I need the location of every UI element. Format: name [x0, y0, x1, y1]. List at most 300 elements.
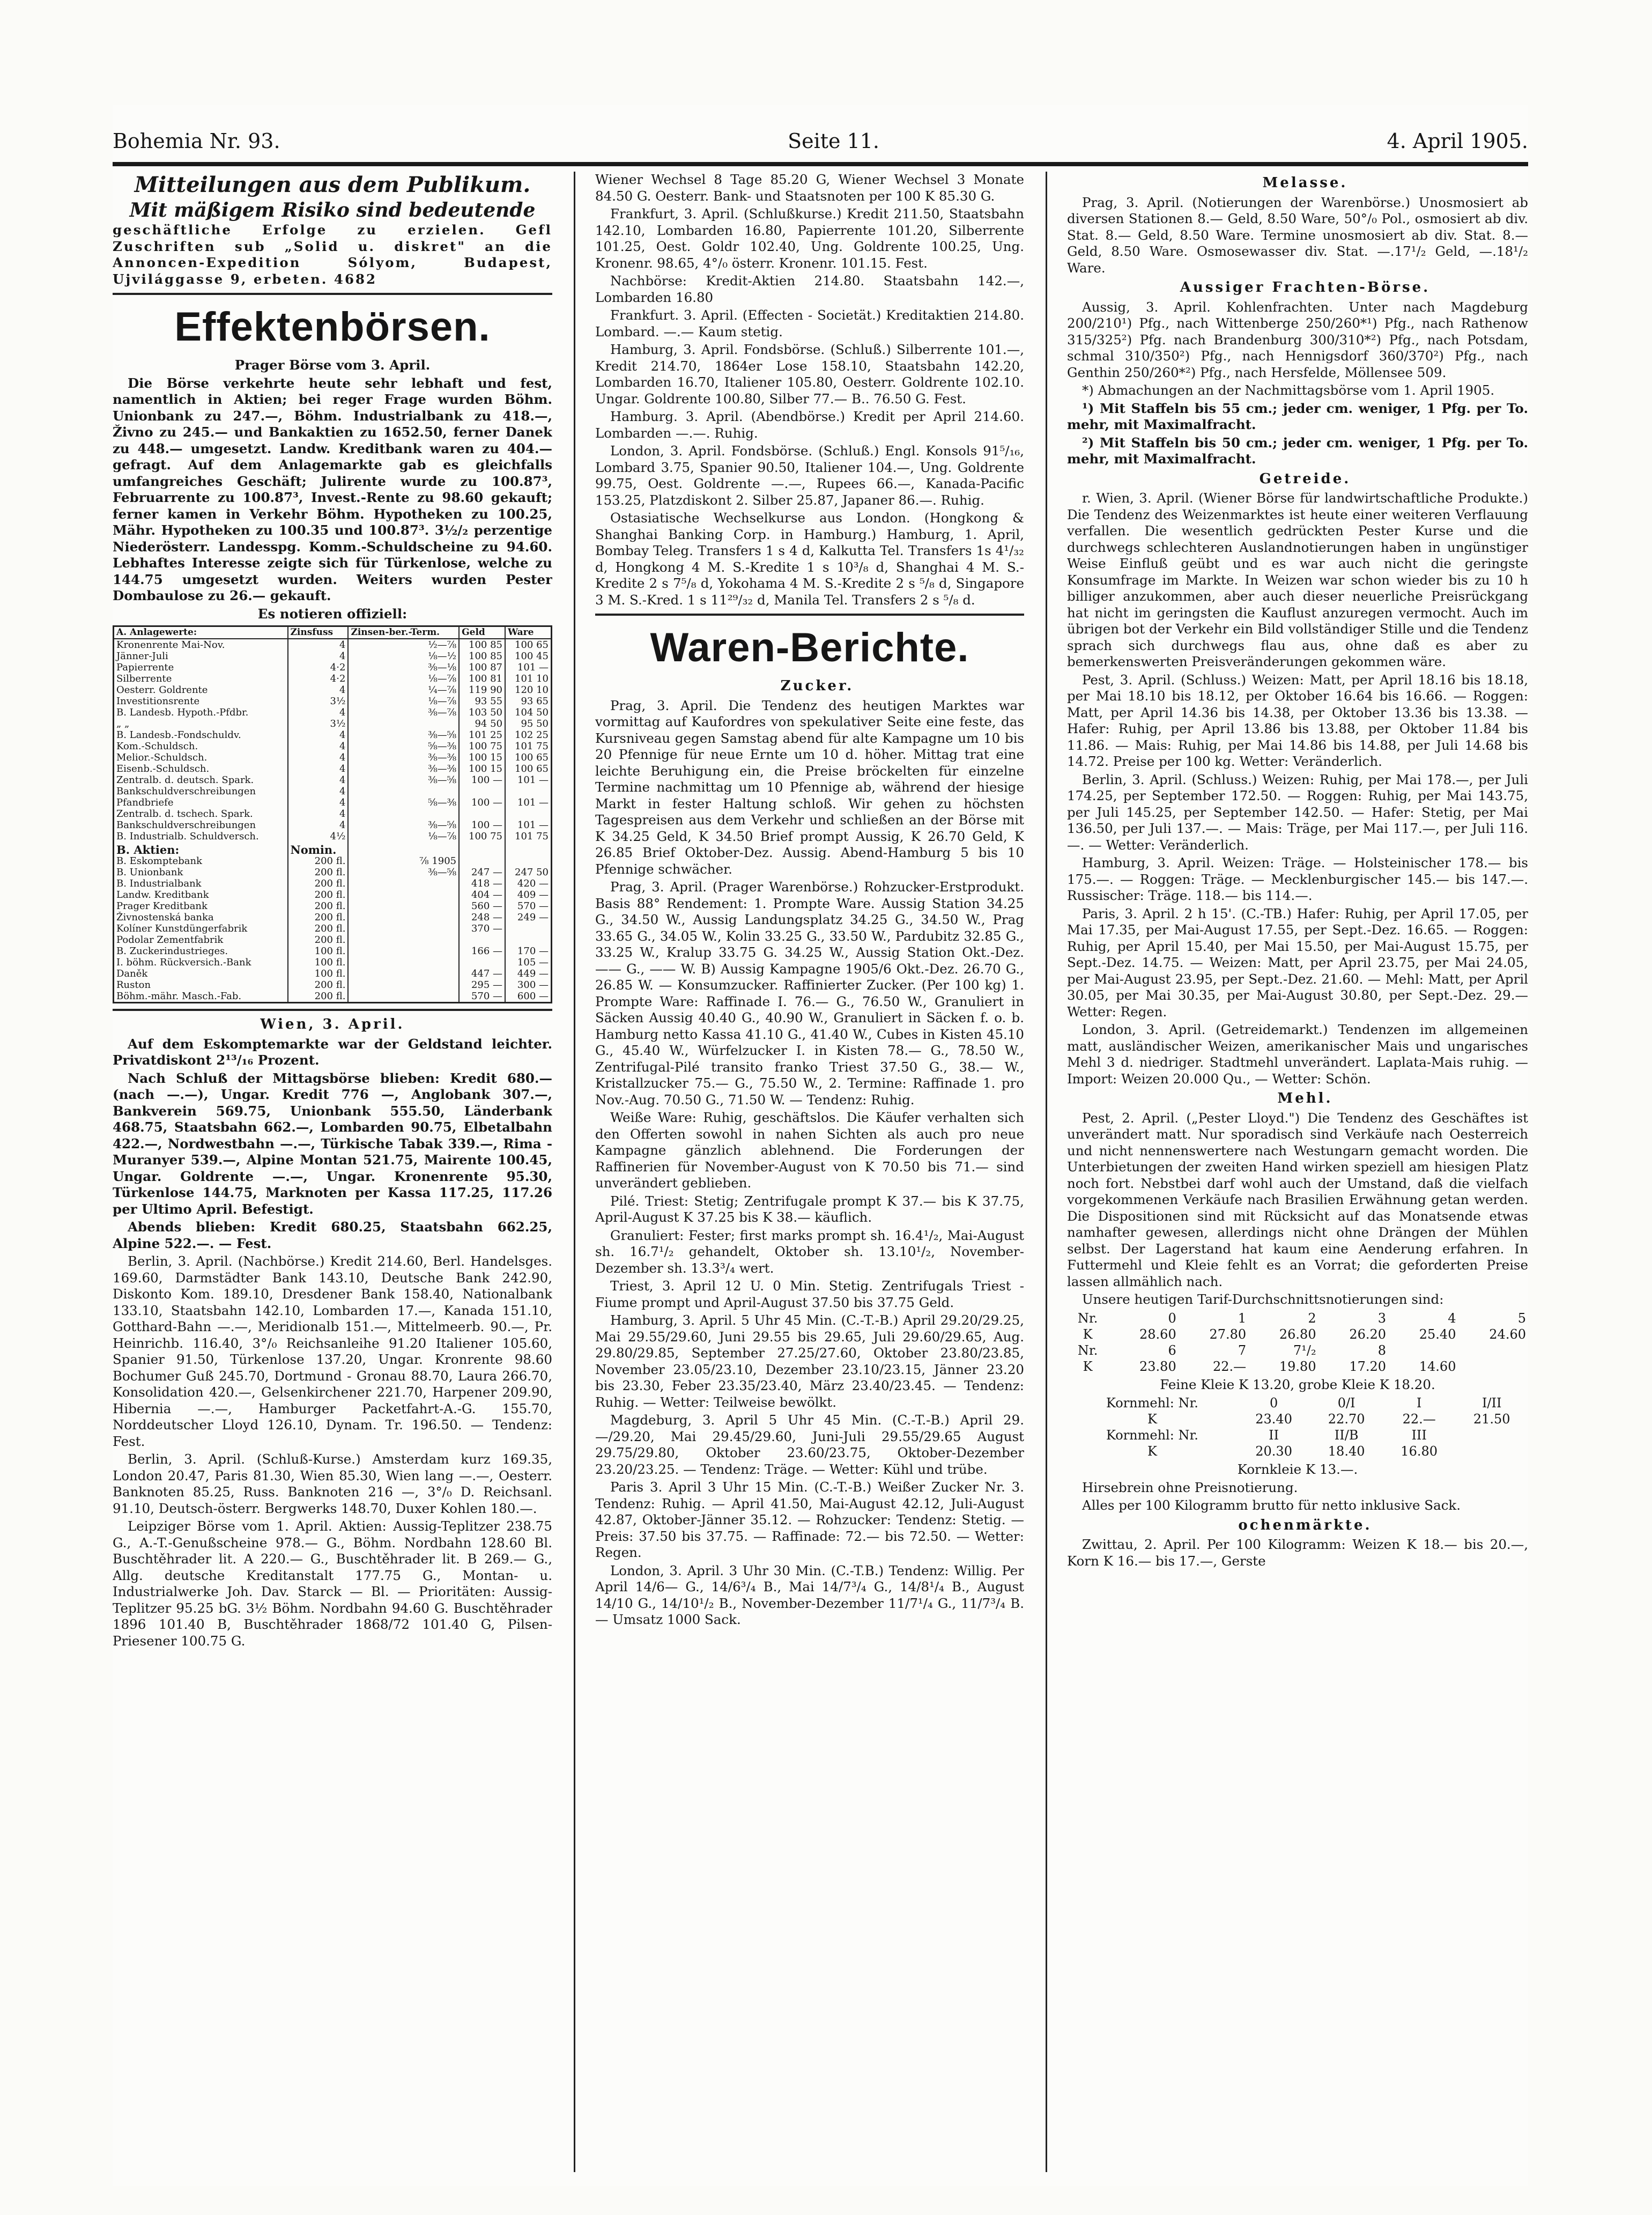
table-cell: 20.30 [1255, 1444, 1292, 1459]
table-cell: ⅞ 1905 [348, 855, 459, 867]
getreide-heading: Getreide. [1259, 470, 1351, 487]
melasse-heading: Melasse. [1262, 175, 1348, 191]
table-header: Zinsfuss [288, 626, 349, 639]
table-cell: ⅝—⅜ [348, 797, 459, 808]
zwittau-report: Zwittau, 2. April. Per 100 Kilogramm: Weizen K 18.— bis 20.—, Korn K 16.— bis 17.—, Gerste [1067, 1537, 1528, 1569]
table-cell: 409 — [505, 889, 551, 900]
table-cell: ½—⅞ [348, 639, 459, 651]
section-rule [595, 614, 1024, 616]
table-cell [348, 968, 459, 979]
table-cell [348, 979, 459, 991]
table-cell: 200 fl. [288, 912, 349, 923]
table-row [114, 729, 552, 741]
table-cell: 7 [1238, 1342, 1247, 1358]
table-cell: 560 — [459, 900, 505, 912]
table-row [114, 957, 552, 968]
table-cell: Nr. [1077, 1310, 1098, 1326]
table-row [114, 651, 552, 662]
frankfurt-report: Frankfurt, 3. April. (Schlußkurse.) Kredit 211.50, Staatsbahn 142.10, Lombarden 16.80, Papierrente 101.20, Silberrente 101.25, Oest. Goldr 102.40, Ung. Goldrente 100.25, Ung. Kronenr. 98.65, 4°/₀ österr. Kronenr. 101.15. Fest. [595, 206, 1024, 271]
table-row [1067, 1310, 1528, 1326]
table-row [114, 639, 552, 651]
prag-report: Die Börse verkehrte heute sehr lebhaft und fest, namentlich in Aktien; bei reger Frage wurden Böhm. Unionbank zu 247.—, Böhm. Industrialbank zu 418.—, Živno zu 245.— und Bankaktien zu 1652.50, ferner Danek zu 448.— umgesetzt. Landw. Kreditbank waren zu 404.— gefragt. Auf dem Anlagemarkte gab es gleichfalls umfangreiches Geschäft; Julirente wurde zu 100.87³, Februarrente zu 100.87³, Invest.-Rente zu 98.60 gekauft; ferner kamen in Verkehr Böhm. Hypotheken zu 100.25, Mähr. Hypotheken zu 100.35 und 100.87³. 3½/₂ perzentige Niederösterr. Landesspg. Komm.-Schuldscheine zu 94.60. Lebhaftes Interesse zeigte sich für Türkenlose, welche zu 144.75 umgesetzt wurden. Weiters wurden Pester Dombaulose zu 26.— gekauft. [113, 375, 552, 603]
table-cell: Zentralb. d. deutsch. Spark. [116, 774, 254, 786]
fracht-footnote: ¹) Mit Staffeln bis 55 cm.; jeder cm. weniger, 1 Pfg. per To. mehr, mit Maximalfracht. [1067, 400, 1528, 432]
table-cell: 200 fl. [288, 855, 349, 867]
table-cell: Zentralb. d. tschech. Spark. [116, 808, 253, 819]
table-cell: 24.60 [1489, 1326, 1526, 1342]
tariff-body [1067, 1310, 1528, 1375]
table-cell: 6 [1168, 1342, 1176, 1358]
wochenmaerkte-heading: ochenmärkte. [1238, 1517, 1372, 1533]
table-row [114, 968, 552, 979]
table-row [114, 934, 552, 946]
table-cell: 200 fl. [288, 878, 349, 889]
table-row [1067, 1411, 1528, 1427]
table-cell: 3½ [288, 696, 349, 707]
table-cell: Böhm.-mähr. Masch.-Fab. [116, 991, 242, 1002]
table-cell [348, 808, 459, 819]
table-cell: ⅛—⅞ [348, 696, 459, 707]
table-cell: 200 fl. [288, 889, 349, 900]
table-cell: „ „ [116, 718, 130, 729]
table-row [1067, 1427, 1528, 1443]
table-cell: Papierrente [116, 662, 174, 673]
table-cell: ⅛—⅞ [348, 673, 459, 684]
table-cell: ⅝—⅜ [348, 741, 459, 752]
table-cell: 4½ [288, 831, 349, 842]
table-cell: 5 [1517, 1310, 1526, 1326]
table-row [114, 684, 552, 696]
hamburg-zucker-report: Hamburg, 3. April. 5 Uhr 45 Min. (C.-T.-B.) April 29.20/29.25, Mai 29.55/29.60, Juni 29.55 bis 29.65, Juli 29.60/29.65, Aug. 29.80/29.85, September 27.25/27.60, Oktober 23.80/23.85, November 23.05/23.10, Dezember 23.10/23.15, Jänner 23.20 bis 23.30, Feber 23.35/23.40, März 23.40/23.45. — Tendenz: Ruhig. — Wetter: Teilweise bewölkt. [595, 1312, 1024, 1410]
zucker-report: Prag, 3. April. Die Tendenz des heutigen Marktes war vormittag auf Kaufordres von spekulativer Seite eine feste, das Kursniveau gegen Samstag abend für alte Kampagne um 10 bis 20 Pfennige für neue Ernte um 10 d. höher. Mittag trat eine leichte Beruhigung ein, die Preise bröckelten für einzelne Termine nachmittag um 10 Pfennige ab, während der hiesige Markt in fester Haltung schloß. Wir gehen zu höchsten Tagespreisen aus dem Verkehr und schließen an der Börse mit K 34.25 Geld, K 34.50 Brief prompt Aussig, K 26.70 Geld, K 26.85 Brief Oktober-Dez. Aussig. Abend-Hamburg 5 bis 10 Pfennige schwächer. [595, 697, 1024, 877]
table-header: A. Anlagewerte: [114, 626, 288, 639]
table-cell: Živnostenská banka [116, 912, 214, 923]
table-cell: 0 [1269, 1396, 1278, 1411]
table-cell: Podolar Zementfabrik [116, 934, 224, 946]
table-row [114, 718, 552, 729]
table-body-anlagewerte [114, 639, 552, 842]
table-cell: 23.40 [1255, 1412, 1292, 1427]
table-cell: 4 [288, 707, 349, 718]
table-row [114, 662, 552, 673]
table-cell [505, 786, 551, 797]
mehl-report: Unsere heutigen Tarif-Durchschnittsnotierungen sind: [1082, 1291, 1444, 1307]
table-cell [505, 808, 551, 819]
table-cell: 570 — [505, 900, 551, 912]
table-cell: 104 50 [505, 707, 551, 718]
table-cell: 420 — [505, 878, 551, 889]
table-row [114, 912, 552, 923]
table-row [114, 855, 552, 867]
table-cell: 4 [288, 819, 349, 831]
table-cell: Prager Kreditbank [116, 900, 208, 912]
table-cell: 570 — [459, 991, 505, 1003]
table-row [114, 923, 552, 934]
table-cell: 105 — [505, 957, 551, 968]
table-row [114, 878, 552, 889]
table-cell [505, 923, 551, 934]
quotation-table [113, 625, 552, 1003]
table-cell: ¼—⅞ [348, 684, 459, 696]
prag-heading: Prager Börse vom 3. April. [234, 357, 431, 373]
issue-date: 4. April 1905. [1387, 129, 1528, 153]
section-rule [113, 1009, 552, 1011]
table-cell: ⅜—⅜ [348, 763, 459, 774]
table-header: Ware [505, 626, 551, 639]
table-cell: 27.80 [1209, 1326, 1247, 1342]
table-cell: 101 75 [505, 741, 551, 752]
wien-heading: Wien, 3. April. [260, 1016, 405, 1032]
table-cell: Kolíner Kunstdüngerfabrik [116, 923, 248, 934]
table-cell: K [1147, 1412, 1157, 1427]
zucker-report: Weiße Ware: Ruhig, geschäftslos. Die Käufer verhalten sich den Offerten sowohl in nahen Sichten als auch pro neue Kampagne gänzlich ablehnend. Die Forderungen der Raffinerien für November-August von K 70.50 bis 71.— sind unverändert geblieben. [595, 1110, 1024, 1191]
paris-getreide-report: Paris, 3. April. 2 h 15'. (C.-TB.) Hafer: Ruhig, per April 17.05, per Mai 17.35, per Mai-August 17.55, per Sept.-Dez. 16.65. — Roggen: Ruhig, per April 15.40, per Mai 15.50, per Mai-August 15.75, per Sept.-Dez. 14.75. — Weizen: Matt, per April 23.75, per Mai 24.05, per Mai-August 23.95, per Sept.-Dez. 21.60. — Mehl: Matt, per April 30.05, per Mai 30.35, per Mai-August 30.80, per Sept.-Dez. 29.— Wetter: Regen. [1067, 905, 1528, 1020]
table-cell: 100 85 [459, 651, 505, 662]
header-rule [113, 162, 1528, 166]
table-row [114, 797, 552, 808]
table-header: Zinsen-ber.-Term. [348, 626, 459, 639]
table-cell: 166 — [459, 946, 505, 957]
table-cell: 18.40 [1328, 1444, 1365, 1459]
table-cell: 4 [288, 729, 349, 741]
table-cell: 4 [288, 639, 349, 651]
table-cell: B. Zuckerindustrieges. [116, 946, 228, 957]
table-cell: 1 [1238, 1310, 1247, 1326]
table-body-aktien-head [114, 842, 552, 855]
table-cell: 449 — [505, 968, 551, 979]
table-cell: 200 fl. [288, 900, 349, 912]
table-cell [348, 878, 459, 889]
table-cell: 22.— [1213, 1358, 1247, 1374]
ad-subheading: Mit mäßigem Risiko sind bedeutende [129, 199, 536, 222]
table-cell: 101 10 [505, 673, 551, 684]
table-cell: 4 [288, 808, 349, 819]
table-cell: 4 [288, 684, 349, 696]
table-cell: 370 — [459, 923, 505, 934]
table-cell: Kronenrente Mai-Nov. [116, 639, 225, 651]
table-cell: 100 75 [459, 831, 505, 842]
table-cell: 2 [1308, 1310, 1316, 1326]
table-cell: 120 10 [505, 684, 551, 696]
fracht-footnote: ²) Mit Staffeln bis 50 cm.; jeder cm. weniger, 1 Pfg. per To. mehr, mit Maximalfracht. [1067, 434, 1528, 467]
table-cell: B. Landesb. Hypoth.-Pfdbr. [116, 707, 249, 718]
table-cell: 100 65 [505, 752, 551, 763]
table-cell [459, 855, 505, 867]
table-cell: Melior.-Schuldsch. [116, 752, 208, 763]
table-cell: B. Industrialbank [116, 878, 202, 889]
table-section-label: Nomin. [288, 842, 349, 855]
fracht-heading: Aussiger Frachten-Börse. [1180, 279, 1431, 296]
table-cell: 101 — [505, 797, 551, 808]
table-cell: ⅛—½ [348, 651, 459, 662]
column-divider [1046, 172, 1047, 2172]
table-cell: II [1269, 1428, 1279, 1443]
hamburg-report: Hamburg, 3. April. Fondsbörse. (Schluß.) Silberrente 101.—, Kredit 214.70, 1864er Lose 158.10, Staatsbahn 142.20, Lombarden 16.70, Italiener 105.80, Oesterr. Goldrente 102.10. Ungar. Goldrente 100.80, Silber 77.— B.. 76.50 G. Fest. [595, 342, 1024, 407]
table-row [114, 774, 552, 786]
table-cell [1458, 1358, 1528, 1375]
table-cell: 25.40 [1419, 1326, 1456, 1342]
table-row [114, 786, 552, 797]
table-cell [459, 786, 505, 797]
table-cell: 200 fl. [288, 923, 349, 934]
column-2 [595, 172, 1024, 2172]
table-row [114, 979, 552, 991]
table-cell: 418 — [459, 878, 505, 889]
table-cell: ⅜—⅝ [348, 819, 459, 831]
table-row [1067, 1358, 1528, 1375]
table-cell: 4 [1448, 1310, 1456, 1326]
table-cell: 101 — [505, 774, 551, 786]
table-cell: Ruston [116, 979, 151, 991]
table-cell: 0/I [1337, 1396, 1355, 1411]
table-cell: 295 — [459, 979, 505, 991]
table-cell: 28.60 [1139, 1326, 1176, 1342]
table-body-aktien [114, 855, 552, 1003]
tariff-note: Alles per 100 Kilogramm brutto für netto inklusive Sack. [1082, 1497, 1461, 1513]
table-cell: 26.20 [1349, 1326, 1387, 1342]
table-cell: 100 65 [505, 639, 551, 651]
melasse-report: Prag, 3. April. (Notierungen der Warenbörse.) Unosmosiert ab diversen Stationen 8.— Geld, 8.50 Ware, 50°/₀ Pol., osmosiert ab div. Stat. 8.— Geld, 8.50 Ware. Termine unosmosiert ab div. Stat. 8.— Geld, 8.50 Ware. Osmosewasser div. Stat. —.17¹/₂ Geld, —.18¹/₂ Ware. [1067, 194, 1528, 276]
table-cell: Jänner-Juli [116, 651, 168, 662]
table-cell [1458, 1342, 1528, 1358]
table-cell [459, 808, 505, 819]
table-cell: 4·2 [288, 673, 349, 684]
table-cell: 4 [288, 774, 349, 786]
table-cell: 4 [288, 752, 349, 763]
table-cell [348, 946, 459, 957]
table-cell [348, 889, 459, 900]
table-cell: 404 — [459, 889, 505, 900]
table-cell: Investitionsrente [116, 696, 200, 707]
newspaper-page [113, 105, 1528, 2186]
table-cell: K [1083, 1358, 1093, 1374]
ad-text: geschäftliche Erfolge zu erzielen. Gefl Zuschriften sub „Solid u. diskret" an die Annoncen-Expedition Sólyom, Budapest, Ujvilággasse 9, erbeten. 4682 [113, 222, 552, 287]
masthead-issue: Bohemia Nr. 93. [113, 129, 280, 153]
frankfurt-report: Frankfurt. 3. April. (Effecten - Societät.) Kreditaktien 214.80. Lombard. —.— Kaum stetig. [595, 307, 1024, 339]
table-cell: I [1416, 1396, 1422, 1411]
table-cell: 247 50 [505, 867, 551, 878]
table-cell [505, 934, 551, 946]
table-cell [459, 957, 505, 968]
table-cell [348, 934, 459, 946]
table-cell [348, 912, 459, 923]
table-cell: 95 50 [505, 718, 551, 729]
table-cell: Kornmehl: Nr. [1106, 1428, 1198, 1443]
mehl-report: Pest, 2. April. („Pester Lloyd.") Die Tendenz des Geschäftes ist unverändert matt. Nur sporadisch sind Verkäufe nach Oesterreich und nicht nennenswertere nach Westungarn gemacht worden. Die Unterbietungen der zweiten Hand wirken speziell am hiesigen Platz noch fort. Nebstbei darf wohl auch der Umstand, daß die vielfach vorgekommenen Verkäufe nach Brasilien Erwähnung getan werden. Die Dispositionen sind mit Rücksicht auf das Monatsende etwas namhafter gewesen, allerdings nicht ohne Drängen der Mühlen selbst. Der Lagerstand hat kaum eine Aenderung erfahren. In Futtermehl und Kleie fehlt es an Vorrat; die geforderten Preise lassen allmählich nach. [1067, 1110, 1528, 1289]
zucker-report: Pilé. Triest: Stetig; Zentrifugale prompt K 37.— bis K 37.75, April-August K 37.25 bis K 38.— käuflich. [595, 1193, 1024, 1225]
table-row [114, 900, 552, 912]
table-cell: 19.80 [1279, 1358, 1316, 1374]
table-row [114, 752, 552, 763]
table-cell: 600 — [505, 991, 551, 1003]
column-divider [574, 172, 575, 2172]
page-header [113, 122, 1528, 160]
table-cell: K [1147, 1444, 1157, 1459]
table-cell: 249 — [505, 912, 551, 923]
table-cell [348, 900, 459, 912]
table-cell: ⅛—⅞ [348, 831, 459, 842]
table-cell: Silberrente [116, 673, 172, 684]
london-zucker-report: London, 3. April. 3 Uhr 30 Min. (C.-T.B.) Tendenz: Willig. Per April 14/6— G., 14/6³/₄ B., Mai 14/7³/₄ G., 14/8¹/₄ B., August 14/10 G., 14/10¹/₂ B., November-Dezember 11/7¹/₄ G., 11/7³/₄ B. — Umsatz 1000 Sack. [595, 1562, 1024, 1627]
table-cell: 100 65 [505, 763, 551, 774]
table-row [114, 946, 552, 957]
table-cell [1388, 1342, 1458, 1358]
table-cell: 8 [1377, 1342, 1387, 1358]
table-row [114, 808, 552, 819]
table-cell: Bankschuldverschreibungen [116, 786, 256, 797]
table-cell [348, 957, 459, 968]
table-cell: 100 15 [459, 763, 505, 774]
table-cell: 14.60 [1419, 1358, 1456, 1374]
table-row [114, 707, 552, 718]
table-cell: 300 — [505, 979, 551, 991]
magdeburg-report: Magdeburg, 3. April 5 Uhr 45 Min. (C.-T.-B.) April 29.—/29.20, Mai 29.45/29.60, Juni-Juli 29.55/29.65 August 29.75/29.80, Oktober 23.60/23.75, Oktober-Dezember 23.20/23.25. — Tendenz: Träge. — Wetter: Kühl und trübe. [595, 1412, 1024, 1477]
wien-wechsel: Wiener Wechsel 8 Tage 85.20 G, Wiener Wechsel 3 Monate 84.50 G. Oesterr. Bank- und Staatsnoten per 100 K 85.30 G. [595, 172, 1024, 204]
wien-report: Abends blieben: Kredit 680.25, Staatsbahn 662.25, Alpine 522.—. — Fest. [113, 1219, 552, 1251]
table-cell: 100 81 [459, 673, 505, 684]
table-row [1067, 1443, 1528, 1459]
table-cell: ⅜—⅝ [348, 774, 459, 786]
table-cell: 100 fl. [288, 957, 349, 968]
tariff-note: Hirsebrein ohne Preisnotierung. [1082, 1479, 1298, 1495]
table-cell: ⅜—⅛ [348, 662, 459, 673]
table-cell: 21.50 [1473, 1412, 1510, 1427]
pest-report: Pest, 3. April. (Schluss.) Weizen: Matt, per April 18.16 bis 18.18, per Mai 18.10 bis 18.12, per Oktober 16.64 bis 16.66. — Roggen: Matt, per April 14.36 bis 14.38, per Oktober 13.36 bis 13.38. — Hafer: Ruhig, per April 13.86 bis 13.88, per Oktober 11.84 bis 11.86. — Mais: Ruhig, per Mai 14.86 bis 14.88, per Juli 14.68 bis 14.72. Preise per 100 kg. Wetter: Veränderlich. [1067, 671, 1528, 769]
table-cell: 93 65 [505, 696, 551, 707]
table-cell: 100 fl. [288, 968, 349, 979]
table-caption: Es notieren offiziell: [257, 606, 408, 622]
table-cell: Nr. [1077, 1342, 1098, 1358]
table-cell: I. böhm. Rückversich.-Bank [116, 957, 251, 968]
table-cell: Oesterr. Goldrente [116, 684, 208, 696]
table-cell: Kom.-Schuldsch. [116, 741, 198, 752]
table-cell: 3½ [288, 718, 349, 729]
table-row [1067, 1326, 1528, 1342]
table-cell: I/II [1481, 1396, 1502, 1411]
table-cell: 100 87 [459, 662, 505, 673]
table-cell: 16.80 [1401, 1444, 1438, 1459]
table-cell: 103 50 [459, 707, 505, 718]
table-cell [348, 718, 459, 729]
table-cell: Eisenb.-Schuldsch. [116, 763, 210, 774]
table-cell: 100 45 [505, 651, 551, 662]
london-getreide-report: London, 3. April. (Getreidemarkt.) Tendenzen im allgemeinen matt, ausländischer Weizen, amerikanischer Mais und ungarisches Mehl 3 d. niedriger. Stadtmehl unverändert. Laplata-Mais ruhig. — Import: Weizen 20.000 Qu., — Wetter: Schön. [1067, 1022, 1528, 1087]
table-cell: III [1411, 1428, 1427, 1443]
table-cell [505, 855, 551, 867]
leipzig-report: Leipziger Börse vom 1. April. Aktien: Aussig-Teplitzer 238.75 G., A.-T.-Genußscheine 978.— G., Böhm. Nordbahn 128.60 Bl. Buschtěhrader lit. A 220.— G., Buschtěhrader lit. B 269.— G., Allg. deutsche Kreditanstalt 177.75 G., Montan- u. Industrialwerke Joh. Dav. Starck — Bl. — Prioritäten: Aussig-Teplitzer 95.25 bG. 3½ Böhm. Nordbahn 94.60 G. Buschtěhrader 1896 101.40 B, Buschtěhrader 1868/72 101.40 G, Pilsen-Priesener 100.75 G. [113, 1518, 552, 1649]
table-cell: 26.80 [1279, 1326, 1316, 1342]
table-cell: 100 — [459, 774, 505, 786]
table-cell: K [1083, 1326, 1093, 1342]
table-cell: B. Eskomptebank [116, 855, 203, 867]
fracht-footnote: *) Abmachungen an der Nachmittagsbörse vom 1. April 1905. [1082, 382, 1495, 398]
table-cell: 23.80 [1139, 1358, 1176, 1374]
table-cell: 200 fl. [288, 867, 349, 878]
table-cell: 4 [288, 741, 349, 752]
section-title: Waren-Berichte. [650, 625, 969, 670]
table-cell: ⅜—⅞ [348, 707, 459, 718]
table-row [114, 819, 552, 831]
mehl-heading: Mehl. [1277, 1090, 1333, 1106]
zucker-report: Granuliert: Fester; first marks prompt sh. 16.4¹/₂, Mai-August sh. 16.7¹/₂ gehandelt, Oktober sh. 13.10¹/₂, November-Dezember sh. 13.3³/₄ wert. [595, 1227, 1024, 1276]
berlin-getreide-report: Berlin, 3. April. (Schluss.) Weizen: Ruhig, per Mai 178.—, per Juli 174.25, per September 172.50. — Roggen: Ruhig, per Mai 143.75, per Juli 145.25, per September 142.50. — Hafer: Stetig, per Mai 136.50, per Juli 137.—. — Mais: Träge, per Mai 117.—, per Juli 116.—. — Wetter: Veränderlich. [1067, 771, 1528, 853]
frankfurt-report: Nachbörse: Kredit-Aktien 214.80. Staatsbahn 142.—, Lombarden 16.80 [595, 273, 1024, 305]
page-number: Seite 11. [788, 129, 880, 153]
tariff-note: Feine Kleie K 13.20, grobe Kleie K 18.20. [1160, 1376, 1435, 1392]
section-title: Effektenbörsen. [174, 304, 491, 350]
table-cell: 170 — [505, 946, 551, 957]
table-cell: 101 — [505, 662, 551, 673]
table-cell [348, 923, 459, 934]
column-3 [1067, 172, 1528, 2172]
table-row [114, 831, 552, 842]
table-row [114, 867, 552, 878]
table-cell [459, 934, 505, 946]
table-cell: ⅜—⅜ [348, 752, 459, 763]
table-cell [348, 786, 459, 797]
table-cell: 200 fl. [288, 979, 349, 991]
table-row [114, 889, 552, 900]
table-cell: 0 [1168, 1310, 1176, 1326]
table-header: Geld [459, 626, 505, 639]
table-cell: 94 50 [459, 718, 505, 729]
table-cell [348, 991, 459, 1003]
table-cell: 247 — [459, 867, 505, 878]
table-cell: 248 — [459, 912, 505, 923]
tariff-table [1067, 1310, 1528, 1375]
table-cell: 4 [288, 651, 349, 662]
table-cell: 101 75 [505, 831, 551, 842]
fracht-report: Aussig, 3. April. Kohlenfrachten. Unter nach Magdeburg 200/210¹) Pfg., nach Wittenberge 250/260*¹) Pfg., nach Rathenow 315/325²) Pfg. nach Brandenburg 300/310*²) Pfg., nach Potsdam, schmal 310/350²) Pfg., nach Hennigsdorf 360/370²) Pfg., nach Genthin 250/260*²) Pfg., nach Hersfelde, Möllensee 509. [1067, 299, 1528, 380]
table-cell: 200 fl. [288, 934, 349, 946]
paris-zucker-report: Paris 3. April 3 Uhr 15 Min. (C.-T.-B.) Weißer Zucker Nr. 3. Tendenz: Ruhig. — April 41.50, Mai-August 42.12, Juli-August 42.87, Oktober-Jänner 35.12. — Rohzucker: Tendenz: Stetig. — Preis: 37.50 bis 37.75. — Raffinade: 72.— bis 72.50. — Wetter: Regen. [595, 1479, 1024, 1560]
table-cell: 100 — [459, 819, 505, 831]
zucker-report: Prag, 3. April. (Prager Warenbörse.) Rohzucker-Erstprodukt. Basis 88° Rendement: 1. Prompte Ware. Aussig Station 34.25 G., 34.50 W., Aussig Landungsplatz 34.25 G., 34.50 W., Prag 33.65 G., 34.05 W., Kolin 33.25 G., 33.50 W., Pardubitz 32.85 G., 33.25 W., Kralup 33.75 G. 34.25 W., Aussig Station Okt.-Dez. —— G., —— W. B) Aussig Kampagne 1905/6 Okt.-Dez. 26.70 G., 26.85 W. — Konsumzucker. Raffinierter Zucker. (Per 100 kg) 1. Prompte Ware: Raffinade I. 76.— G., 76.50 W., Granuliert in Säcken Aussig 40.40 G., 40.90 W., Granuliert in Säcken f. o. b. Hamburg netto Kassa 41.10 G., 41.40 W., Cubes in Kisten 45.10 G., 45.40 W., Würfelzucker I. in Kisten 78.— G., 78.50 W., Zentrifugal-Pilé transito franko Triest 37.50 G., 38.— W., Kristallzucker 75.— G., 75.50 W., 2. Termine: Raffinade 1. pro Nov.-Aug. 70.50 G., 71.50 W. — Tendenz: Ruhig. [595, 879, 1024, 1108]
table-row [1067, 1342, 1528, 1358]
table-cell: 22.— [1402, 1412, 1436, 1427]
zucker-heading: Zucker. [780, 678, 854, 694]
getreide-report: r. Wien, 3. April. (Wiener Börse für landwirtschaftliche Produkte.) Die Tendenz des Weizenmarktes ist heute einer weiteren Verflauung verfallen. Die wesentlich gedrückten Pester Kurse und die durchwegs schlechteren Auslandnotierungen haben in ungünstiger Weise Einfluß geübt und es war auch nicht die geringste Konsumfrage im Markte. In Weizen war schon wieder bis zu 10 h billiger anzukommen, aber auch dieser neuerliche Preisrückgang hat nicht im geringsten die Kauflust anzuregen vermocht. Auch im übrigen bot der Verkehr ein Bild vollständiger Stille und die Tendenz sprach sich durchwegs flau aus, ohne daß es aber zu bemerkenswerten Preisveränderungen gekommen wäre. [1067, 490, 1528, 669]
table-cell: Daněk [116, 968, 148, 979]
table-cell: 100 85 [459, 639, 505, 651]
table-cell: 4 [288, 786, 349, 797]
table-cell: 17.20 [1349, 1358, 1387, 1374]
table-cell: 100 75 [459, 741, 505, 752]
tariff-note: Kornkleie K 13.—. [1237, 1461, 1358, 1477]
berlin-report: Berlin, 3. April. (Schluß-Kurse.) Amsterdam kurz 169.35, London 20.47, Paris 81.30, Wien 85.30, Wien lang —.—, Oesterr. Banknoten 85.25, Russ. Banknoten 216 —, 3°/₀ D. Reichsanl. 91.10, Deutsch-österr. Bergwerks 148.70, Duxer Kohlen 180.—. [113, 1451, 552, 1516]
table-cell: 101 — [505, 819, 551, 831]
table-cell: Pfandbriefe [116, 797, 174, 808]
table-cell: Landw. Kreditbank [116, 889, 209, 900]
table-cell: B. Industrialb. Schuldversch. [116, 831, 259, 842]
london-report: London, 3. April. Fondsbörse. (Schluß.) Engl. Konsols 91⁵/₁₆, Lombard 3.75, Spanier 90.50, Italiener 104.—, Ung. Goldrente 99.75, Oest. Goldrente —.—, Rupees 66.—, Kanada-Pacific 153.25, Platzdiskont 2. Silber 25.87, Japaner 86.—. Ruhig. [595, 443, 1024, 508]
table-cell: Kornmehl: Nr. [1106, 1396, 1198, 1411]
berlin-report: Berlin, 3. April. (Nachbörse.) Kredit 214.60, Berl. Handelsges. 169.60, Darmstädter Bank 143.10, Deutsche Bank 242.90, Diskonto Kom. 189.10, Dresdener Bank 158.40, Nationalbank 133.10, Staatsbahn 142.10, Lombarden 17.—, Kanada 151.10, Gotthard-Bahn —.—, Meridionalb 151.—, Mittelmeerb. 90.—, Pr. Heinrichb. 116.40, 3°/₀ Reichsanleihe 91.20 Italiener 105.60, Spanier 91.50, Türkenlose 137.20, Ungar. Kronrente 98.60 Bochumer Guß 245.70, Dortmund - Gronau 88.70, Laura 266.70, Konsolidation 420.—, Gelsenkirchener 221.70, Harpener 209.90, Hibernia —.—, Hamburger Packetfahrt-A.-G. 155.70, Norddeutscher Lloyd 126.10, Dynam. Tr. 196.50. — Tendenz: Fest. [113, 1253, 552, 1449]
table-cell: 100 — [459, 797, 505, 808]
table-cell: ⅜—⅝ [348, 729, 459, 741]
table-cell: 4 [288, 797, 349, 808]
section-rule [113, 293, 552, 295]
wien-report: Auf dem Eskomptemarkte war der Geldstand leichter. Privatdiskont 2¹³/₁₆ Prozent. [113, 1036, 552, 1068]
table-cell: 100 15 [459, 752, 505, 763]
table-cell: 3 [1377, 1310, 1387, 1326]
ad-heading: Mitteilungen aus dem Publikum. [134, 172, 531, 197]
table-row [114, 991, 552, 1003]
kornmehl-body [1067, 1395, 1528, 1459]
table-cell: ⅜—⅝ [348, 867, 459, 878]
triest-report: Triest, 3. April 12 U. 0 Min. Stetig. Zentrifugals Triest - Fiume prompt und April-August 37.50 bis 37.75 Geld. [595, 1278, 1024, 1310]
table-row [114, 696, 552, 707]
